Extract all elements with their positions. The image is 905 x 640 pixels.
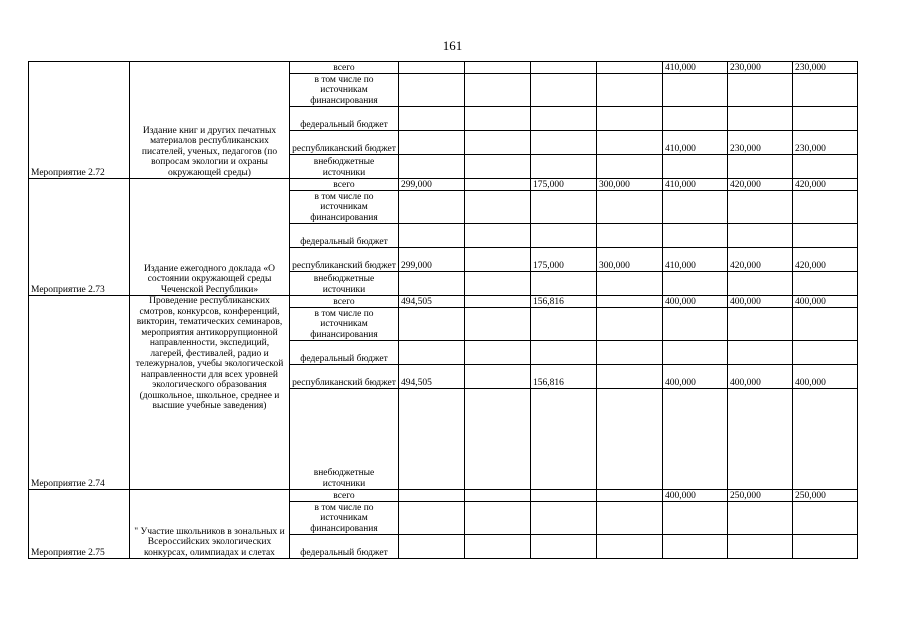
amount-cell: [399, 224, 465, 248]
amount-cell: [531, 502, 597, 535]
amount-cell: [793, 308, 858, 341]
amount-cell: [663, 341, 728, 365]
amount-cell: 420,000: [793, 248, 858, 272]
amount-cell: [465, 490, 531, 502]
amount-cell: 420,000: [793, 179, 858, 191]
amount-cell: [597, 107, 663, 131]
amount-cell: [728, 535, 793, 559]
amount-cell: [399, 308, 465, 341]
amount-cell: [728, 272, 793, 296]
amount-cell: [399, 74, 465, 107]
amount-cell: [465, 155, 531, 179]
amount-cell: [531, 535, 597, 559]
amount-cell: 175,000: [531, 248, 597, 272]
measure-name-cell: Мероприятие 2.73: [29, 179, 130, 296]
amount-cell: 410,000: [663, 179, 728, 191]
funding-source-cell: внебюджетные источники: [290, 272, 399, 296]
amount-cell: 400,000: [728, 365, 793, 389]
amount-cell: 400,000: [793, 296, 858, 308]
amount-cell: [465, 179, 531, 191]
amount-cell: [531, 341, 597, 365]
amount-cell: [465, 272, 531, 296]
funding-source-cell: в том числе по источникам финансирования: [290, 502, 399, 535]
measure-description-cell: Издание книг и других печатных материалов республиканских писателей, ученых, педагогов (по вопросам экологии и охраны окружающей среды): [130, 62, 290, 179]
amount-cell: [399, 535, 465, 559]
amount-cell: [531, 131, 597, 155]
amount-cell: [728, 191, 793, 224]
amount-cell: [663, 107, 728, 131]
amount-cell: 300,000: [597, 179, 663, 191]
amount-cell: [399, 62, 465, 74]
amount-cell: [793, 341, 858, 365]
amount-cell: 299,000: [399, 179, 465, 191]
amount-cell: [728, 389, 793, 490]
amount-cell: [793, 191, 858, 224]
funding-source-cell: федеральный бюджет: [290, 107, 399, 131]
amount-cell: [597, 535, 663, 559]
amount-cell: [465, 535, 531, 559]
amount-cell: [465, 341, 531, 365]
amount-cell: [728, 224, 793, 248]
amount-cell: [399, 389, 465, 490]
amount-cell: [597, 341, 663, 365]
amount-cell: [531, 272, 597, 296]
amount-cell: [597, 502, 663, 535]
amount-cell: 230,000: [793, 62, 858, 74]
amount-cell: 494,505: [399, 365, 465, 389]
amount-cell: 400,000: [793, 365, 858, 389]
amount-cell: [465, 248, 531, 272]
funding-source-cell: республиканский бюджет: [290, 365, 399, 389]
amount-cell: 299,000: [399, 248, 465, 272]
amount-cell: [597, 62, 663, 74]
measure-name-cell: Мероприятие 2.75: [29, 490, 130, 559]
funding-source-cell: федеральный бюджет: [290, 341, 399, 365]
amount-cell: [597, 74, 663, 107]
amount-cell: [531, 107, 597, 131]
amount-cell: [465, 131, 531, 155]
amount-cell: 230,000: [728, 131, 793, 155]
amount-cell: [728, 74, 793, 107]
measure-description-cell: Проведение республиканских смотров, конкурсов, конференций, викторин, тематических семинаров, мероприятия антикоррупционной направленности, экспедиций, лагерей, фестивалей, радио и тележурналов, учебы экологической направленности для всех уровней экологического образования (дошкольное, школьное, среднее и высшие учебные заведения): [130, 296, 290, 490]
funding-source-cell: всего: [290, 179, 399, 191]
amount-cell: 400,000: [663, 296, 728, 308]
amount-cell: 420,000: [728, 179, 793, 191]
amount-cell: [531, 191, 597, 224]
amount-cell: 410,000: [663, 131, 728, 155]
amount-cell: 300,000: [597, 248, 663, 272]
amount-cell: 400,000: [663, 365, 728, 389]
amount-cell: [663, 502, 728, 535]
amount-cell: [793, 74, 858, 107]
amount-cell: [531, 389, 597, 490]
amount-cell: [663, 535, 728, 559]
page-number: 161: [442, 38, 463, 53]
amount-cell: [728, 341, 793, 365]
amount-cell: 175,000: [531, 179, 597, 191]
funding-source-cell: всего: [290, 62, 399, 74]
funding-source-cell: в том числе по источникам финансирования: [290, 191, 399, 224]
amount-cell: [663, 272, 728, 296]
funding-source-cell: федеральный бюджет: [290, 535, 399, 559]
amount-cell: [663, 308, 728, 341]
amount-cell: 156,816: [531, 296, 597, 308]
funding-source-cell: республиканский бюджет: [290, 248, 399, 272]
amount-cell: 250,000: [793, 490, 858, 502]
amount-cell: 410,000: [663, 248, 728, 272]
amount-cell: [597, 131, 663, 155]
funding-source-cell: в том числе по источникам финансирования: [290, 308, 399, 341]
amount-cell: 230,000: [793, 131, 858, 155]
amount-cell: [465, 365, 531, 389]
amount-cell: [793, 224, 858, 248]
amount-cell: 250,000: [728, 490, 793, 502]
amount-cell: 410,000: [663, 62, 728, 74]
amount-cell: [597, 308, 663, 341]
amount-cell: [399, 272, 465, 296]
table-row: [29, 179, 858, 191]
funding-source-cell: республиканский бюджет: [290, 131, 399, 155]
amount-cell: 400,000: [663, 490, 728, 502]
amount-cell: 230,000: [728, 62, 793, 74]
amount-cell: [531, 224, 597, 248]
amount-cell: [399, 341, 465, 365]
amount-cell: [728, 107, 793, 131]
table-row: [29, 296, 858, 308]
amount-cell: [728, 155, 793, 179]
amount-cell: [793, 107, 858, 131]
amount-cell: [531, 74, 597, 107]
amount-cell: [597, 155, 663, 179]
amount-cell: [663, 155, 728, 179]
amount-cell: [465, 62, 531, 74]
funding-source-cell: в том числе по источникам финансирования: [290, 74, 399, 107]
amount-cell: [399, 490, 465, 502]
amount-cell: [728, 502, 793, 535]
amount-cell: [399, 155, 465, 179]
funding-source-cell: внебюджетные источники: [290, 389, 399, 490]
amount-cell: [465, 224, 531, 248]
amount-cell: [597, 365, 663, 389]
amount-cell: [793, 155, 858, 179]
amount-cell: [399, 502, 465, 535]
amount-cell: [399, 107, 465, 131]
amount-cell: [728, 308, 793, 341]
amount-cell: [531, 308, 597, 341]
amount-cell: [465, 107, 531, 131]
table-row: [29, 62, 858, 74]
funding-source-cell: всего: [290, 490, 399, 502]
amount-cell: [597, 296, 663, 308]
budget-table-body: [29, 62, 858, 559]
amount-cell: [465, 191, 531, 224]
amount-cell: [793, 389, 858, 490]
amount-cell: [663, 389, 728, 490]
amount-cell: 420,000: [728, 248, 793, 272]
amount-cell: [399, 191, 465, 224]
measure-description-cell: Издание ежегодного доклада «О состоянии окружающей среды Чеченской Республики»: [130, 179, 290, 296]
amount-cell: [793, 535, 858, 559]
amount-cell: [597, 490, 663, 502]
amount-cell: [465, 296, 531, 308]
amount-cell: [465, 74, 531, 107]
amount-cell: [597, 224, 663, 248]
amount-cell: [465, 308, 531, 341]
measure-description-cell: " Участие школьников в зональных и Всероссийских экологических конкурсах, олимпиадах и слетах: [130, 490, 290, 559]
amount-cell: [531, 62, 597, 74]
measure-name-cell: Мероприятие 2.74: [29, 296, 130, 490]
funding-source-cell: всего: [290, 296, 399, 308]
amount-cell: 400,000: [728, 296, 793, 308]
amount-cell: [597, 389, 663, 490]
measure-name-cell: Мероприятие 2.72: [29, 62, 130, 179]
amount-cell: [465, 502, 531, 535]
amount-cell: 156,816: [531, 365, 597, 389]
amount-cell: [663, 74, 728, 107]
amount-cell: [531, 155, 597, 179]
funding-source-cell: внебюджетные источники: [290, 155, 399, 179]
budget-table: [28, 61, 858, 559]
amount-cell: [531, 490, 597, 502]
table-row: [29, 490, 858, 502]
amount-cell: 494,505: [399, 296, 465, 308]
amount-cell: [793, 272, 858, 296]
amount-cell: [399, 131, 465, 155]
amount-cell: [663, 224, 728, 248]
funding-source-cell: федеральный бюджет: [290, 224, 399, 248]
amount-cell: [465, 389, 531, 490]
amount-cell: [793, 502, 858, 535]
amount-cell: [663, 191, 728, 224]
amount-cell: [597, 272, 663, 296]
amount-cell: [597, 191, 663, 224]
